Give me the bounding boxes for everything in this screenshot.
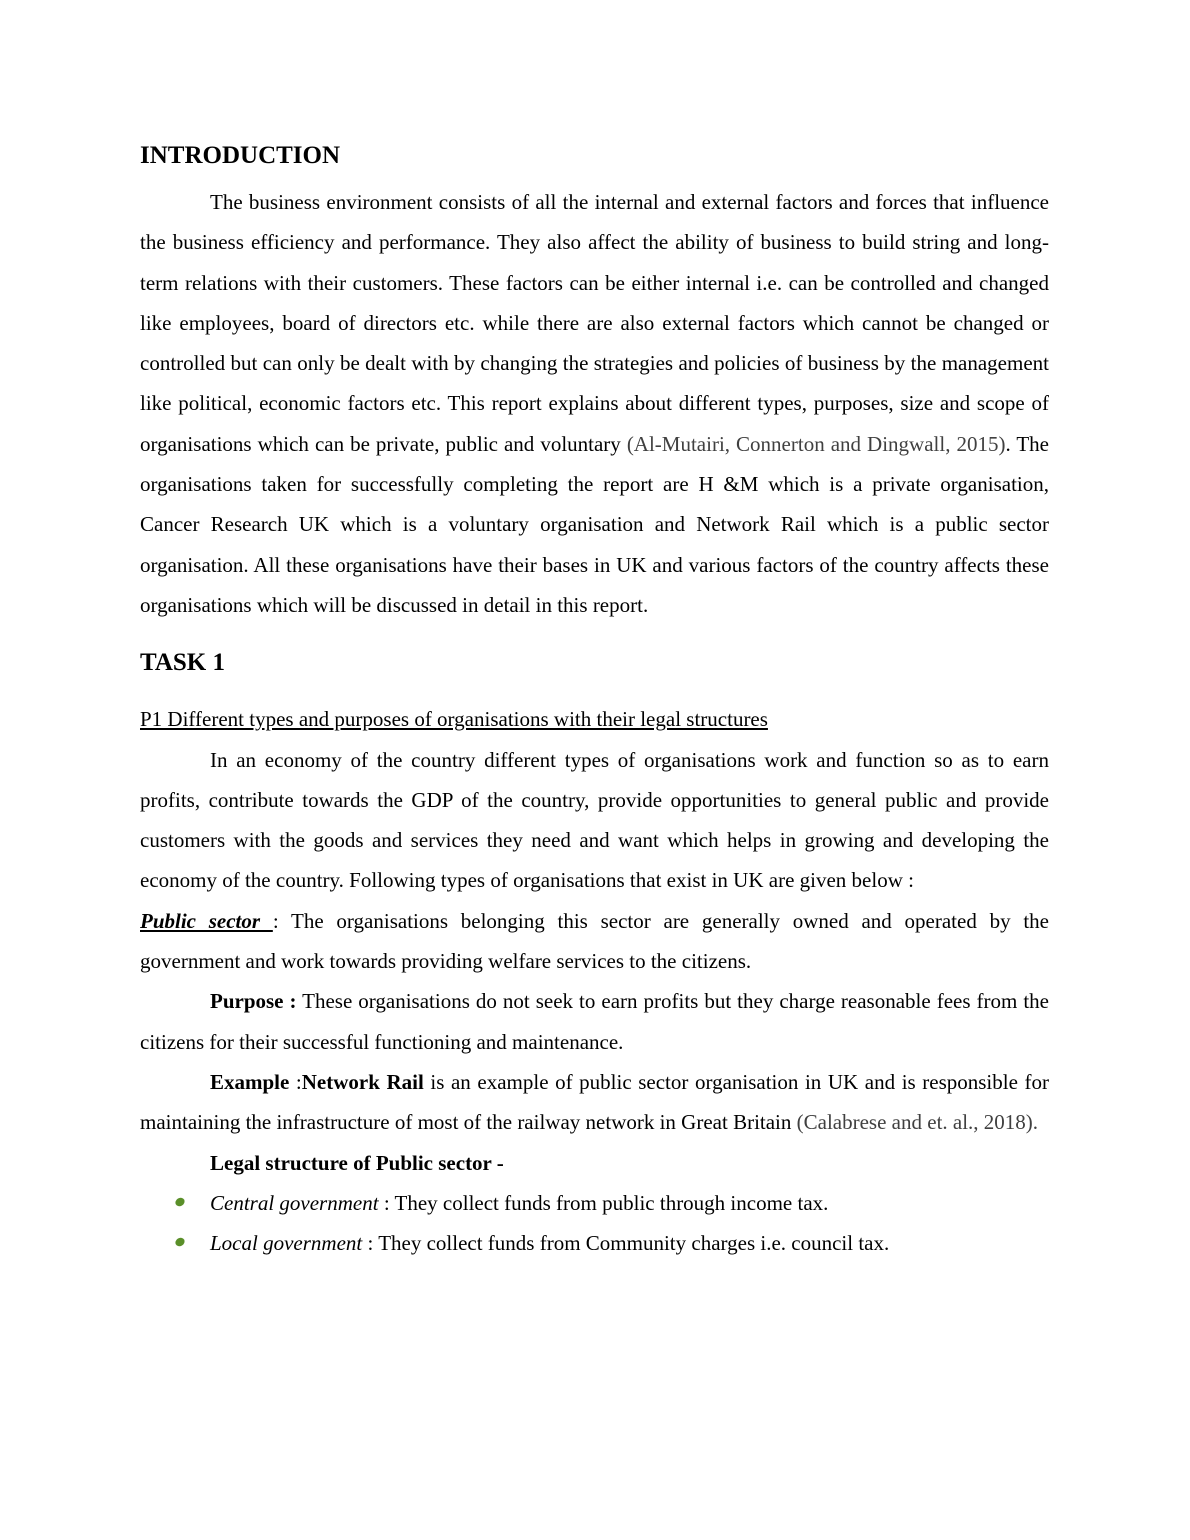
intro-citation: (Al-Mutairi, Connerton and Dingwall, 2015) (626, 431, 1006, 456)
legal-structure-list (140, 1183, 1049, 1264)
example-label: Example (210, 1069, 290, 1094)
public-sector-label: Public sector (140, 908, 273, 933)
task-1-heading: TASK 1 (140, 649, 225, 677)
bullet-term: Central government (210, 1190, 379, 1215)
example-citation: (Calabrese and et. al., 2018). (796, 1110, 1039, 1135)
example-text: is an example of public sector organisation in UK and is responsible for maintaining the infrastructure of most of the railway network in Great Britain (140, 1069, 1049, 1135)
purpose-label: Purpose : (210, 989, 297, 1014)
public-sector-text: : The organisations belonging this sector are generally owned and operated by the government and work towards providing welfare services to the citizens. (140, 908, 1049, 974)
bullet-text: : They collect funds from Community charges i.e. council tax. (362, 1231, 890, 1256)
example-org-name: Network Rail (301, 1069, 424, 1094)
list-item (140, 1183, 1049, 1223)
legal-structure-heading: Legal structure of Public sector - (210, 1150, 504, 1175)
p1-subheading: P1 Different types and purposes of organisations with their legal structures (140, 707, 768, 732)
intro-text-part-2: . The organisations taken for successfully completing the report are H &M which is a private organisation, Cancer Research UK which is a voluntary organisation and Network Rail which is a public sector organisation. All these organisations have their bases in UK and various factors of the country affects these organisations which will be discussed in detail in this report. (140, 431, 1049, 617)
document-page (140, 138, 1049, 1263)
introduction-paragraph (140, 182, 1049, 625)
intro-text-part-1: The business environment consists of all the internal and external factors and forces that influence the business efficiency and performance. They also affect the ability of business to build string and long-term relations with their customers. These factors can be either internal i.e. can be controlled and changed like employees, board of directors etc. while there are also external factors which cannot be changed or controlled but can only be dealt with by changing the strategies and policies of business by the management like political, economic factors etc. This report explains about different types, purposes, size and scope of organisations which can be private, public and voluntary (140, 190, 1049, 456)
economy-paragraph: In an economy of the country different types of organisations work and function so as to earn profits, contribute towards the GDP of the country, provide opportunities to general public and provide customers with the goods and services they need and want which helps in growing and developing the economy of the country. Following types of organisations that exist in UK are given below : (140, 747, 1049, 893)
public-sector-paragraph (140, 901, 1049, 982)
bullet-text: : They collect funds from public through income tax. (378, 1190, 829, 1215)
introduction-heading: INTRODUCTION (140, 142, 341, 169)
bullet-icon (174, 1196, 186, 1208)
bullet-icon (174, 1236, 186, 1248)
example-paragraph (140, 1062, 1049, 1143)
bullet-term: Local government (210, 1231, 363, 1256)
list-item (140, 1223, 1049, 1263)
example-separator: : (289, 1069, 302, 1094)
purpose-text: These organisations do not seek to earn profits but they charge reasonable fees from the citizens for their successful functioning and maintenance. (140, 989, 1049, 1054)
purpose-paragraph (140, 981, 1049, 1062)
